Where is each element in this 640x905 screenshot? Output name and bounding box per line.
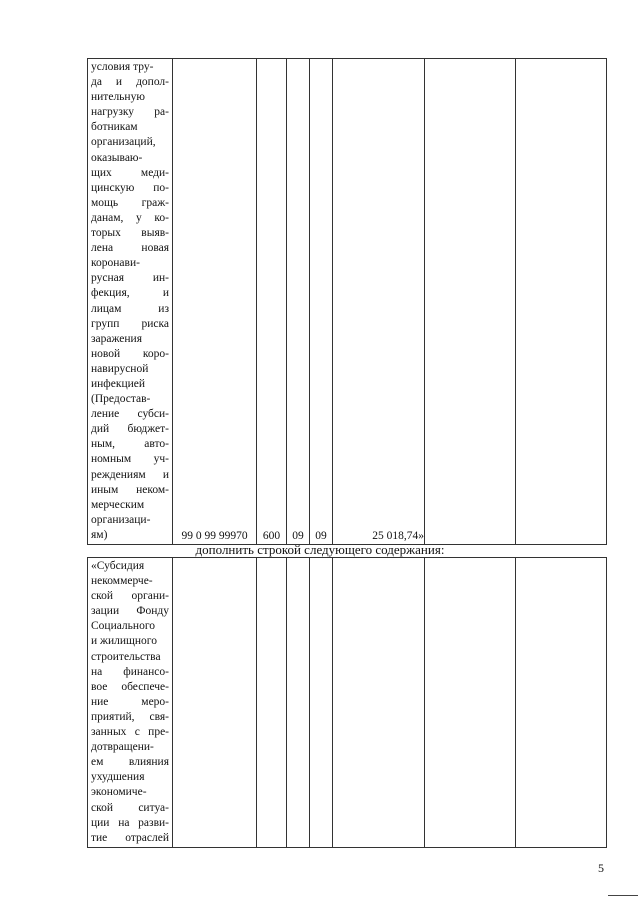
description-line: мощь граж- (91, 196, 169, 209)
description-line: ние меро- (91, 695, 169, 708)
description-text (88, 59, 172, 544)
description-line: инфекцией (91, 377, 146, 390)
description-line: да и допол- (91, 76, 169, 89)
section-cell: 09 (287, 59, 310, 545)
description-line: ухудшения (91, 771, 145, 784)
empty-cell (425, 558, 516, 848)
empty-cell (516, 59, 607, 545)
description-line: строительства (91, 650, 161, 663)
description-line: торых выяв- (91, 227, 169, 240)
expense-type-cell: 600 (257, 59, 287, 545)
description-line: цинскую по- (91, 181, 169, 194)
description-line: некоммерче- (91, 575, 153, 588)
instruction-text: дополнить строкой следующего содержания: (195, 542, 445, 557)
budget-table-bottom (87, 557, 607, 848)
description-line: оказываю- (91, 151, 143, 164)
description-line: данам, у ко- (91, 211, 169, 224)
description-line: на финансо- (91, 665, 169, 678)
description-line: (Предостав- (91, 393, 151, 406)
description-text (88, 558, 172, 847)
description-line: ям) (91, 528, 108, 541)
description-line: иным неком- (91, 483, 169, 496)
description-line: экономиче- (91, 786, 147, 799)
description-line: ской ситуа- (91, 801, 169, 814)
description-cell (88, 558, 173, 848)
subsection-cell: 09 (310, 59, 333, 545)
description-line: ской органи- (91, 590, 169, 603)
description-line: ем влияния (91, 756, 169, 769)
amount-cell: 25 018,74» (333, 59, 425, 545)
empty-cell (310, 558, 333, 848)
description-line: нагрузку ра- (91, 106, 169, 119)
empty-cell (287, 558, 310, 848)
budget-table-top (87, 58, 607, 545)
page-number: 5 (598, 861, 604, 875)
description-line: русная ин- (91, 272, 169, 285)
description-line: занных с пре- (91, 726, 169, 739)
description-line: организаци- (91, 513, 151, 526)
description-line: ление субси- (91, 408, 169, 421)
description-line: лицам из (91, 302, 169, 315)
description-line: новой коро- (91, 347, 169, 360)
description-line: и жилищного (91, 635, 157, 648)
empty-cell (425, 59, 516, 545)
empty-cell (333, 558, 425, 848)
target-article-cell: 99 0 99 99970 (173, 59, 257, 545)
description-line: фекция, и (91, 287, 169, 300)
description-line: ботникам (91, 121, 138, 134)
description-line: реждениям и (91, 468, 169, 481)
description-line: «Субсидия (91, 560, 145, 572)
description-line: нительную (91, 91, 145, 104)
empty-cell (173, 558, 257, 848)
description-line: групп риска (91, 317, 169, 330)
description-line: заражения (91, 332, 142, 345)
scan-edge-mark (608, 895, 638, 896)
description-cell (88, 59, 173, 545)
description-line: дотвращени- (91, 741, 154, 754)
table-row (88, 558, 607, 848)
description-line: ным, авто- (91, 438, 169, 451)
description-line: мерческим (91, 498, 145, 511)
description-line: тие отраслей (91, 831, 169, 844)
description-line: организаций, (91, 136, 156, 149)
description-line: навирусной (91, 362, 149, 375)
empty-cell (516, 558, 607, 848)
description-line: дий бюджет- (91, 423, 169, 436)
empty-cell (257, 558, 287, 848)
description-line: коронави- (91, 257, 140, 270)
description-line: условия тру- (91, 61, 154, 73)
description-line: зации Фонду (91, 605, 169, 618)
description-line: ции на разви- (91, 816, 169, 829)
description-line: вое обеспече- (91, 680, 169, 693)
table-row (88, 59, 607, 545)
description-line: Социального (91, 620, 156, 633)
description-line: лена новая (91, 242, 169, 255)
description-line: номным уч- (91, 453, 169, 466)
description-line: щих меди- (91, 166, 169, 179)
description-line: приятий, свя- (91, 710, 169, 723)
